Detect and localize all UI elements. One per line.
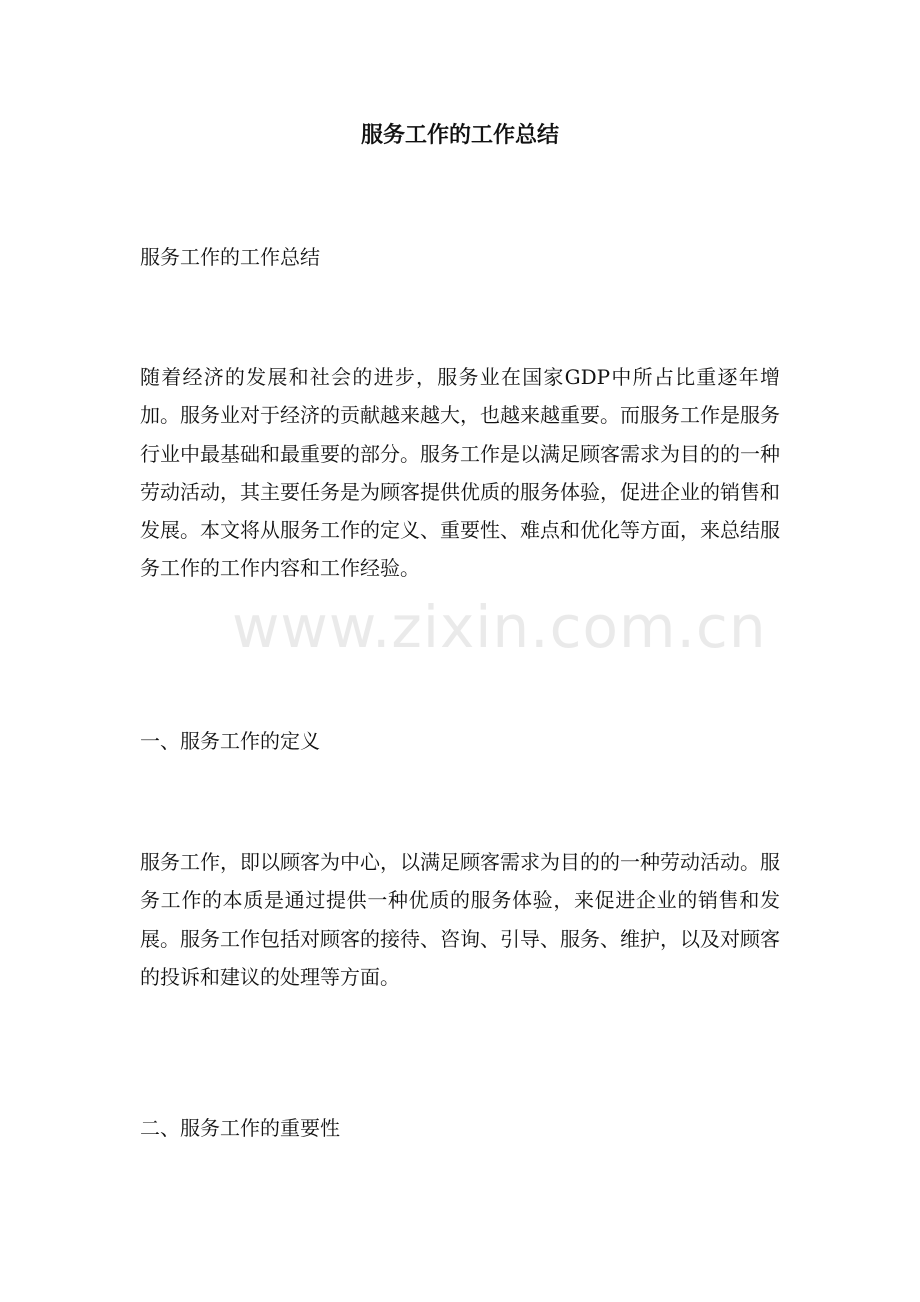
- document-subtitle: 服务工作的工作总结: [140, 245, 320, 269]
- section-heading-importance: 二、服务工作的重要性: [140, 1116, 340, 1140]
- document-title: 服务工作的工作总结: [360, 123, 559, 148]
- intro-paragraph: 随着经济的发展和社会的进步，服务业在国家GDP中所占比重逐年增加。服务业对于经济的贡献越来越大，也越来越重要。而服务工作是服务行业中最基础和最重要的部分。服务工作是以满足顾客需求为目的的一种劳动活动，其主要任务是为顾客提供优质的服务体验，促进企业的销售和发展。本文将从服务工作的定义、重要性、难点和优化等方面，来总结服务工作的工作内容和工作经验。: [140, 365, 780, 581]
- watermark: www.zixin.com.cn: [232, 593, 767, 661]
- section-paragraph-definition: 服务工作，即以顾客为中心，以满足顾客需求为目的的一种劳动活动。服务工作的本质是通过提供一种优质的服务体验，来促进企业的销售和发展。服务工作包括对顾客的接待、咨询、引导、服务、维护，以及对顾客的投诉和建议的处理等方面。: [140, 850, 780, 989]
- section-heading-definition: 一、服务工作的定义: [140, 729, 320, 753]
